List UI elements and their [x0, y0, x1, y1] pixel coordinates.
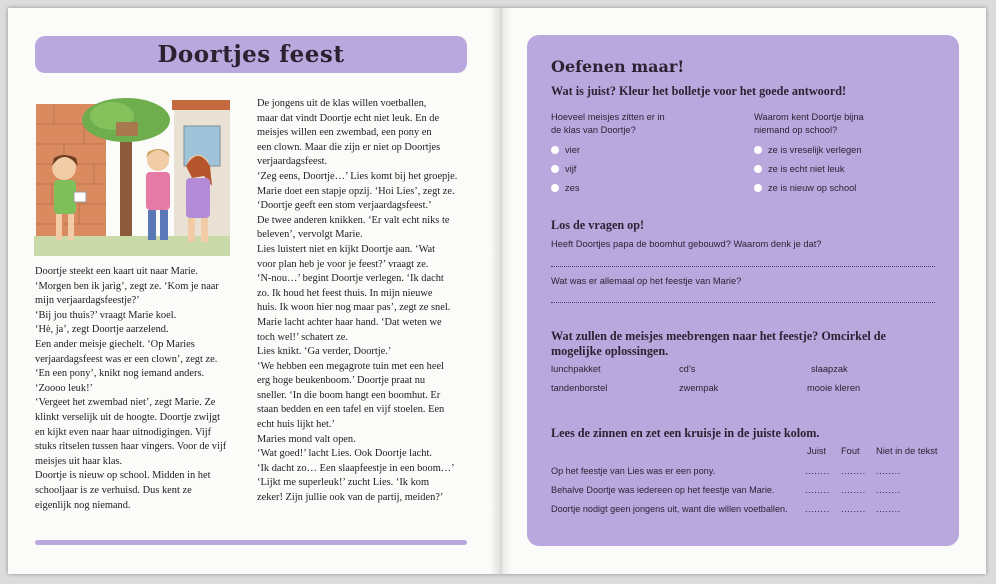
story-line: ‘Hè, ja’, zegt Doortje aarzelend.	[35, 324, 169, 336]
statement-row: Doortje nodigt geen jongens uit, want die willen voetballen.	[551, 504, 788, 514]
story-line: ‘Wat goed!’ lacht Lies. Ook Doortje lacht.	[257, 448, 432, 460]
answer-blank[interactable]: ........	[805, 504, 830, 514]
story-line: meisjes uit haar klas.	[35, 455, 123, 467]
story-line: De jongens uit de klas willen voetballen,	[257, 98, 427, 109]
column-header-juist: Juist	[807, 446, 827, 456]
story-column-2	[257, 97, 471, 506]
q2-question	[754, 111, 864, 137]
story-column-1	[35, 265, 245, 513]
q2-option-nieuw[interactable]	[754, 183, 856, 193]
word-option[interactable]: tandenborstel	[551, 383, 608, 393]
answer-blank[interactable]: ........	[841, 466, 866, 476]
statement-row: Behalve Doortje was iedereen op het feestje van Marie.	[551, 485, 775, 495]
answer-blank[interactable]: ........	[841, 504, 866, 514]
word-option[interactable]: mooie kleren	[807, 383, 861, 393]
open-question-2: Wat was er allemaal op het feestje van Marie?	[551, 276, 742, 286]
option-label: ze is nieuw op school	[768, 183, 857, 193]
story-line: ‘Doortje geeft een stom verjaardagsfeest.’	[257, 200, 432, 212]
story-line: huis. Ik woon hier nog maar pas’, zegt ze snel.	[257, 302, 451, 314]
word-option[interactable]: zwempak	[679, 383, 719, 393]
q1-option-vijf[interactable]	[551, 164, 576, 174]
story-line: erg hoge beukenboom.’ Doortje praat nu	[257, 375, 426, 387]
book-gutter	[490, 8, 512, 574]
option-label: zes	[565, 183, 580, 193]
answer-blank[interactable]: ........	[876, 485, 901, 495]
story-line: Maries mond valt open.	[257, 433, 356, 445]
story-line: Een ander meisje giechelt. ‘Op Maries	[35, 338, 195, 350]
answer-blank[interactable]: ........	[876, 504, 901, 514]
answer-line-1[interactable]	[551, 266, 935, 267]
story-line: ‘Morgen ben ik jarig’, zegt ze. ‘Kom je naar	[35, 280, 219, 292]
word-option[interactable]: slaapzak	[811, 364, 848, 374]
story-line: zeker! Zijn jullie ook van de partij, meiden?’	[257, 492, 444, 504]
story-line: Lies luistert niet en kijkt Doortje aan. ‘Wat	[257, 243, 436, 255]
story-line: voor plan heb je voor je feest?’ vraagt ze.	[257, 258, 429, 270]
book-spread	[8, 8, 986, 574]
answer-line-2[interactable]	[551, 302, 935, 303]
story-line: Doortje is nieuw op school. Midden in het	[35, 470, 211, 482]
radio-circle-icon[interactable]	[754, 146, 762, 154]
answer-blank[interactable]: ........	[805, 485, 830, 495]
q1-option-vier[interactable]	[551, 145, 580, 155]
story-line: beleven’, vervolgt Marie.	[257, 229, 363, 241]
q1-option-zes[interactable]	[551, 183, 579, 193]
section2-heading: Los de vragen op!	[551, 218, 645, 232]
statement-row: Op het feestje van Lies was er een pony.	[551, 466, 716, 476]
story-line: echt huis lijkt het.’	[257, 419, 335, 431]
exercise-panel	[527, 35, 959, 546]
story-line: Lies knikt. ‘Ga verder, Doortje.’	[257, 346, 392, 358]
word-option[interactable]: cd’s	[679, 364, 696, 374]
story-line: klinkt verselijk uit de hoogte. Doortje zwijgt	[35, 411, 220, 423]
section1-heading: Wat is juist? Kleur het bolletje voor het goede antwoord!	[551, 84, 847, 98]
story-line: meisjes willen een zwembad, een pony en	[257, 127, 432, 139]
story-line: stuks ritselen tussen haar vingers. Voor de vijf	[35, 441, 227, 453]
answer-blank[interactable]: ........	[841, 485, 866, 495]
story-line: ‘Vergeet het zwembad niet’, zegt Marie. Ze	[35, 397, 216, 409]
story-line: ‘N-nou…’ begint Doortje verlegen. ‘Ik dacht	[257, 273, 444, 285]
story-title: Doortjes feest	[157, 41, 345, 68]
story-line: ‘Ik dacht zo… Een slaapfeestje in een boom…’	[257, 462, 455, 474]
story-line: verjaardagsfeest was er een clown’, zegt ze.	[35, 353, 218, 365]
story-line: ‘Zeg eens, Doortje…’ Lies komt bij het groepje.	[257, 170, 458, 182]
story-line: ‘Zoooo leuk!’	[35, 382, 93, 394]
story-illustration	[34, 96, 230, 256]
radio-circle-icon[interactable]	[551, 184, 559, 192]
story-line: Marie doet een stapje opzij. ‘Hoi Lies’, zegt ze.	[257, 185, 455, 197]
radio-circle-icon[interactable]	[551, 165, 559, 173]
word-option[interactable]: lunchpakket	[551, 364, 601, 374]
story-line: ‘En een pony’, knikt nog iemand anders.	[35, 368, 205, 380]
q1-question	[551, 111, 665, 137]
story-line: sneller. ‘In die boom hangt een boomhut. Er	[257, 389, 441, 401]
answer-blank[interactable]: ........	[805, 466, 830, 476]
story-line: mijn verjaardagsfeestje?’	[35, 295, 140, 307]
story-line: De twee anderen knikken. ‘Er valt echt niks te	[257, 214, 450, 226]
option-label: vier	[565, 145, 580, 155]
q2-option-verlegen[interactable]	[754, 145, 862, 155]
section3-heading-line2: mogelijke oplossingen.	[551, 344, 669, 358]
answer-blank[interactable]: ........	[876, 466, 901, 476]
section4-heading: Lees de zinnen en zet een kruisje in de juiste kolom.	[551, 426, 820, 440]
option-label: ze is echt niet leuk	[768, 164, 845, 174]
story-line: maar dat vindt Doortje echt niet leuk. En de	[257, 112, 440, 124]
story-line: verjaardagsfeest.	[257, 156, 328, 168]
q2-option-niet-leuk[interactable]	[754, 164, 844, 174]
section3-heading-line1: Wat zullen de meisjes meebrengen naar het feestje? Omcirkel de	[551, 329, 886, 343]
story-line: zo. Ik houd het feest thuis. In mijn nieuwe	[257, 287, 433, 299]
radio-circle-icon[interactable]	[754, 184, 762, 192]
story-line: schooljaar is ze verhuisd. Dus kent ze	[35, 484, 192, 496]
column-header-niet-in-tekst: Niet in de tekst	[876, 446, 938, 456]
option-label: ze is vreselijk verlegen	[768, 145, 862, 155]
story-title-bar	[35, 36, 467, 73]
q2-line2: niemand op school?	[754, 125, 838, 135]
exercise-title: Oefenen maar!	[551, 57, 685, 76]
story-line: staan bedden en een tafel en vijf stoelen. Een	[257, 404, 445, 416]
radio-circle-icon[interactable]	[754, 165, 762, 173]
story-line: ‘Bij jou thuis?’ vraagt Marie koel.	[35, 309, 177, 321]
option-label: vijf	[565, 164, 577, 174]
radio-circle-icon[interactable]	[551, 146, 559, 154]
story-line: Doortje steekt een kaart uit naar Marie.	[35, 266, 199, 277]
q2-line1: Waarom kent Doortje bijna	[754, 112, 864, 122]
q1-line2: de klas van Doortje?	[551, 125, 636, 135]
open-question-1: Heeft Doortjes papa de boomhut gebouwd? Waarom denk je dat?	[551, 239, 822, 249]
page-bottom-rule	[35, 540, 467, 545]
story-line: Marie lacht achter haar hand. ‘Dat weten we	[257, 316, 442, 328]
story-line: ‘We hebben een megagrote tuin met een heel	[257, 360, 444, 372]
q1-line1: Hoeveel meisjes zitten er in	[551, 112, 665, 122]
story-line: een clown. Maar die zijn er niet op Doortjes	[257, 141, 441, 153]
story-line: ‘Lijkt me superleuk!’ zucht Lies. ‘Ik kom	[257, 477, 430, 489]
column-header-fout: Fout	[841, 446, 860, 456]
story-line: eigenlijk nog niemand.	[35, 499, 131, 511]
story-line: en kijkt even naar haar uitnodigingen. Vijf	[35, 426, 212, 438]
story-line: toch wel!’ schatert ze.	[257, 331, 348, 343]
